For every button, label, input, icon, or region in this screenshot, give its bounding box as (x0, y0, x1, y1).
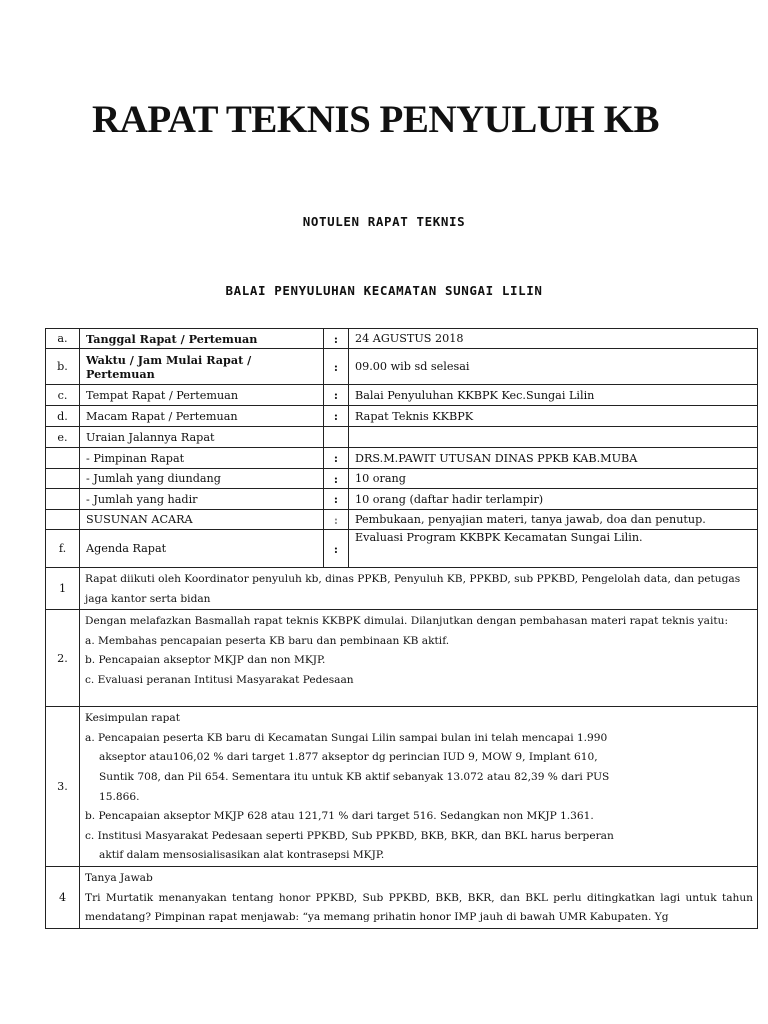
section-text: Suntik 708, dan Pil 654. Sementara itu untuk KB aktif sebanyak 13.072 atau 82,39 % dari PUS (99, 770, 610, 783)
row-colon: : (324, 489, 349, 510)
section-3-row (46, 707, 758, 867)
row-pimpinan (46, 448, 758, 469)
subtitle-notulen: NOTULEN RAPAT TEKNIS (302, 214, 466, 229)
row-colon: : (324, 385, 349, 406)
section-text: a. Pencapaian peserta KB baru di Kecamatan Sungai Lilin sampai bulan ini telah mencapai 1.990 (85, 731, 608, 744)
row-number: d. (46, 406, 80, 427)
row-number: c. (46, 385, 80, 406)
row-colon: : (324, 406, 349, 427)
row-tanggal (46, 329, 758, 349)
section-text: Kesimpulan rapat (85, 712, 181, 725)
section-text: c. Evaluasi peranan Intitusi Masyarakat Pedesaan (85, 673, 354, 686)
subtitle-balai: BALAI PENYULUHAN KECAMATAN SUNGAI LILIN (225, 283, 543, 298)
row-number: b. (46, 349, 80, 385)
row-waktu (46, 349, 758, 385)
section-text: Tri Murtatik menanyakan tentang honor PPKBD, Sub PPKBD, BKB, BKR, dan BKL perlu ditingkatkan lagi untuk tahun mendatang? Pimpinan rapat menjawab: “ya memang prihatin honor IMP jauh di bawah UMR Kabupaten. Yg (85, 891, 753, 924)
row-label: SUSUNAN ACARA (80, 510, 324, 530)
row-value: 09.00 wib sd selesai (349, 349, 758, 385)
section-text: 15.866. (99, 790, 140, 803)
row-colon: : (324, 349, 349, 385)
row-colon: : (324, 510, 349, 530)
row-label: Uraian Jalannya Rapat (80, 427, 324, 448)
row-label: - Jumlah yang diundang (80, 469, 324, 489)
row-tempat (46, 385, 758, 406)
row-colon: : (324, 448, 349, 469)
section-body (80, 568, 758, 610)
row-value: Rapat Teknis KKBPK (349, 406, 758, 427)
section-body (80, 866, 758, 928)
row-value: 10 orang (349, 469, 758, 489)
section-number: 2. (46, 610, 80, 707)
row-colon-empty (324, 427, 349, 448)
notulen-table (45, 328, 758, 929)
row-label: - Pimpinan Rapat (80, 448, 324, 469)
row-agenda (46, 530, 758, 568)
row-number: a. (46, 329, 80, 349)
row-label: Agenda Rapat (80, 530, 324, 568)
section-text: aktif dalam mensosialisasikan alat kontrasepsi MKJP. (99, 849, 385, 862)
row-value: 24 AGUSTUS 2018 (349, 329, 758, 349)
row-macam (46, 406, 758, 427)
document-title: RAPAT TEKNIS PENYULUH KB (92, 98, 659, 141)
section-number: 3. (46, 707, 80, 867)
row-number: f. (46, 530, 80, 568)
row-diundang (46, 469, 758, 489)
row-label: Macam Rapat / Pertemuan (80, 406, 324, 427)
section-text: akseptor atau106,02 % dari target 1.877 akseptor dg perincian IUD 9, MOW 9, Implant 610, (99, 751, 598, 764)
row-label: - Jumlah yang hadir (80, 489, 324, 510)
section-4-row (46, 866, 758, 928)
row-number (46, 510, 80, 530)
row-value: Pembukaan, penyajian materi, tanya jawab, doa dan penutup. (349, 510, 758, 530)
row-colon: : (324, 329, 349, 349)
row-value: 10 orang (daftar hadir terlampir) (349, 489, 758, 510)
row-label: Tanggal Rapat / Pertemuan (80, 329, 324, 349)
section-body (80, 610, 758, 707)
section-text: Tanya Jawab (85, 871, 153, 884)
row-colon: : (324, 469, 349, 489)
row-hadir (46, 489, 758, 510)
row-number (46, 448, 80, 469)
row-value: DRS.M.PAWIT UTUSAN DINAS PPKB KAB.MUBA (349, 448, 758, 469)
row-label: Tempat Rapat / Pertemuan (80, 385, 324, 406)
section-number: 1 (46, 568, 80, 610)
section-1-row (46, 568, 758, 610)
section-text: a. Membahas pencapaian peserta KB baru dan pembinaan KB aktif. (85, 634, 450, 647)
section-text: c. Institusi Masyarakat Pedesaan seperti PPKBD, Sub PPKBD, BKB, BKR, dan BKL harus berperan (85, 829, 614, 842)
row-uraian (46, 427, 758, 448)
row-number (46, 489, 80, 510)
row-value: Evaluasi Program KKBPK Kecamatan Sungai Lilin. (349, 530, 758, 568)
section-text: Rapat diikuti oleh Koordinator penyuluh kb, dinas PPKB, Penyuluh KB, PPKBD, sub PPKBD, Pengelolah data, dan petugas jaga kantor serta bidan (85, 573, 741, 605)
section-number: 4 (46, 866, 80, 928)
row-value (349, 427, 758, 448)
row-number (46, 469, 80, 489)
section-text: Dengan melafazkan Basmallah rapat teknis KKBPK dimulai. Dilanjutkan dengan pembahasan materi rapat teknis yaitu: (85, 615, 729, 628)
section-text: b. Pencapaian akseptor MKJP 628 atau 121,71 % dari target 516. Sedangkan non MKJP 1.361. (85, 810, 594, 823)
row-colon: : (324, 530, 349, 568)
row-susunan-acara (46, 510, 758, 530)
section-2-row (46, 610, 758, 707)
section-text: b. Pencapaian akseptor MKJP dan non MKJP. (85, 654, 326, 667)
section-body (80, 707, 758, 867)
row-number: e. (46, 427, 80, 448)
row-value: Balai Penyuluhan KKBPK Kec.Sungai Lilin (349, 385, 758, 406)
row-label: Waktu / Jam Mulai Rapat / Pertemuan (80, 349, 324, 385)
